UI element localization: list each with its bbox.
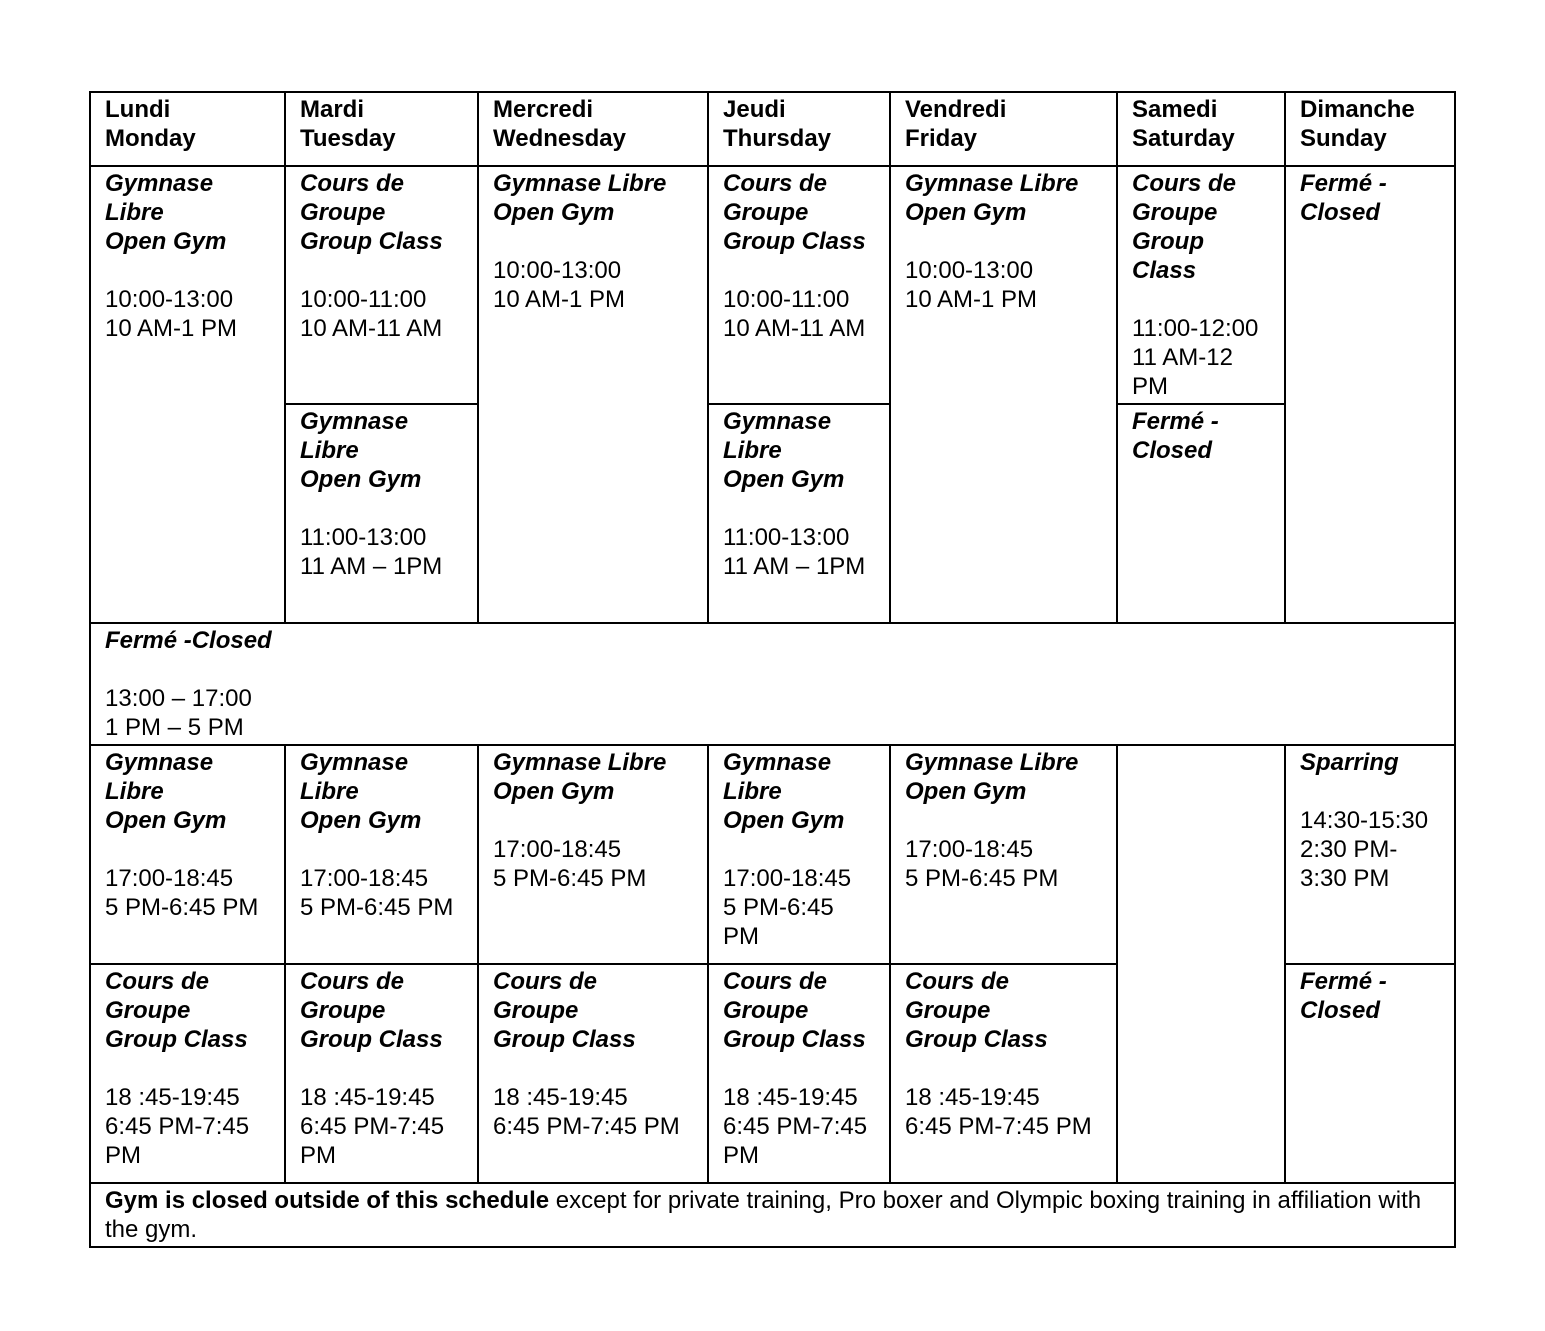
footer-normal-text: except for private training, Pro boxer and Olympic boxing training in affiliation with the gym. [105, 1187, 1422, 1243]
thursday-evening-gym-cell: Gymnase Libre Open Gym 17:00-18:45 5 PM-6:45 PM [708, 745, 890, 964]
schedule-table [89, 91, 1456, 1248]
midday-closed-cell: Fermé -Closed 13:00 – 17:00 1 PM – 5 PM [90, 623, 1455, 745]
tuesday-morning-class-cell: Cours de Groupe Group Class 10:00-11:00 10 AM-11 AM [285, 166, 478, 404]
wednesday-evening-gym-cell: Gymnase Libre Open Gym 17:00-18:45 5 PM-6:45 PM [478, 745, 708, 964]
saturday-closed-cell: Fermé - Closed [1117, 404, 1285, 623]
header-monday: Lundi Monday [90, 92, 285, 166]
header-thursday: Jeudi Thursday [708, 92, 890, 166]
header-row [90, 92, 1455, 166]
friday-evening-class-cell: Cours de Groupe Group Class 18 :45-19:45 6:45 PM-7:45 PM [890, 964, 1117, 1183]
header-tuesday: Mardi Tuesday [285, 92, 478, 166]
thursday-morning-gym-cell: Gymnase Libre Open Gym 11:00-13:00 11 AM – 1PM [708, 404, 890, 623]
tuesday-evening-class-cell: Cours de Groupe Group Class 18 :45-19:45 6:45 PM-7:45 PM [285, 964, 478, 1183]
sunday-evening-closed-cell: Fermé - Closed [1285, 964, 1455, 1183]
morning-row-2 [90, 404, 1455, 623]
header-wednesday: Mercredi Wednesday [478, 92, 708, 166]
header-sunday: Dimanche Sunday [1285, 92, 1455, 166]
friday-morning-cell: Gymnase Libre Open Gym 10:00-13:00 10 AM-1 PM [890, 166, 1117, 623]
midday-closed-row [90, 623, 1455, 745]
evening-gym-row [90, 745, 1455, 964]
tuesday-morning-gym-cell: Gymnase Libre Open Gym 11:00-13:00 11 AM – 1PM [285, 404, 478, 623]
monday-evening-gym-cell: Gymnase Libre Open Gym 17:00-18:45 5 PM-6:45 PM [90, 745, 285, 964]
footer-note [90, 1183, 1455, 1247]
friday-evening-gym-cell: Gymnase Libre Open Gym 17:00-18:45 5 PM-6:45 PM [890, 745, 1117, 964]
sunday-sparring-cell: Sparring 14:30-15:30 2:30 PM- 3:30 PM [1285, 745, 1455, 964]
wednesday-morning-cell: Gymnase Libre Open Gym 10:00-13:00 10 AM-1 PM [478, 166, 708, 623]
footer-row [90, 1183, 1455, 1247]
thursday-morning-class-cell: Cours de Groupe Group Class 10:00-11:00 10 AM-11 AM [708, 166, 890, 404]
monday-evening-class-cell: Cours de Groupe Group Class 18 :45-19:45 6:45 PM-7:45 PM [90, 964, 285, 1183]
header-friday: Vendredi Friday [890, 92, 1117, 166]
sunday-morning-cell: Fermé - Closed [1285, 166, 1455, 623]
morning-row-1 [90, 166, 1455, 404]
header-saturday: Samedi Saturday [1117, 92, 1285, 166]
wednesday-evening-class-cell: Cours de Groupe Group Class 18 :45-19:45 6:45 PM-7:45 PM [478, 964, 708, 1183]
monday-morning-cell: Gymnase Libre Open Gym 10:00-13:00 10 AM-1 PM [90, 166, 285, 623]
saturday-evening-empty-cell [1117, 745, 1285, 1183]
footer-bold-text: Gym is closed outside of this schedule [105, 1187, 550, 1214]
saturday-morning-class-cell: Cours de Groupe Group Class 11:00-12:00 11 AM-12 PM [1117, 166, 1285, 404]
tuesday-evening-gym-cell: Gymnase Libre Open Gym 17:00-18:45 5 PM-6:45 PM [285, 745, 478, 964]
thursday-evening-class-cell: Cours de Groupe Group Class 18 :45-19:45 6:45 PM-7:45 PM [708, 964, 890, 1183]
